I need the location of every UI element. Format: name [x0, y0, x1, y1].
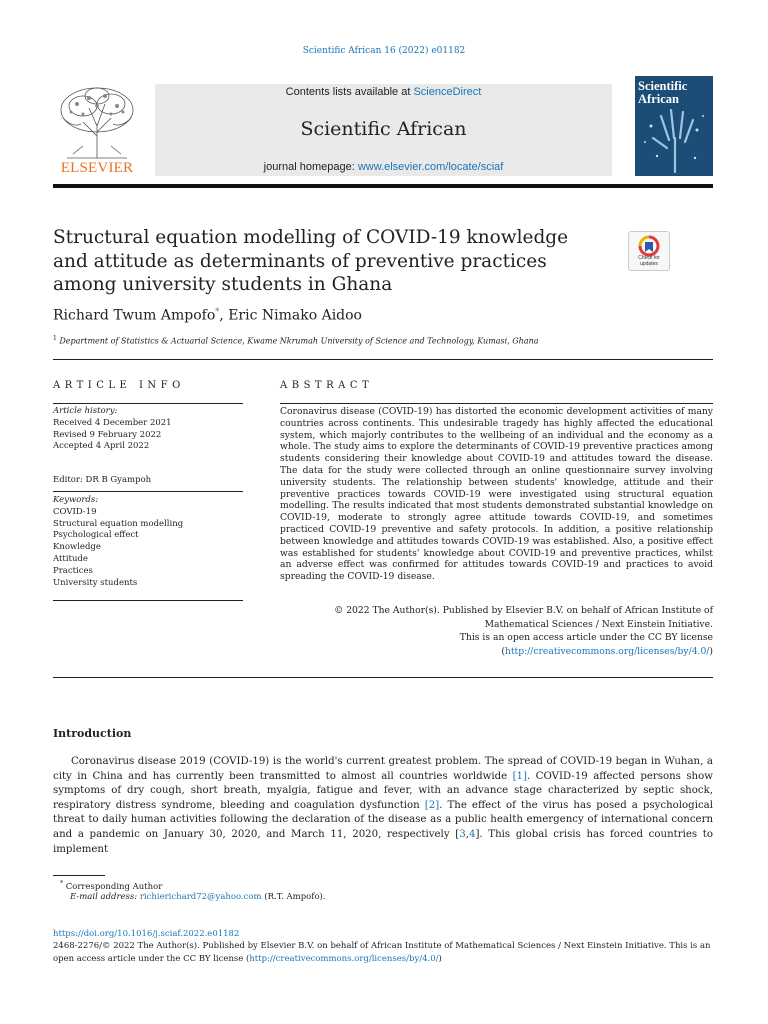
license-link[interactable]: http://creativecommons.org/licenses/by/4.0/: [504, 645, 710, 657]
contents-line: [155, 86, 612, 98]
paragraph-text: ,: [465, 828, 469, 840]
check-label-line1: Check for: [638, 255, 660, 261]
article-title: Structural equation modelling of COVID-19 knowledge and attitude as determinants of preventive practices among university students in Ghana: [53, 227, 569, 295]
bottom-license-link[interactable]: http://creativecommons.org/licenses/by/4.0/: [249, 953, 439, 964]
check-label-line2: updates: [640, 260, 658, 267]
citation-link[interactable]: 3: [459, 828, 466, 840]
author-separator: ,: [219, 307, 229, 324]
paragraph-text: ]. This global crisis has forced countries to implement: [53, 828, 713, 855]
affiliation-text: Department of Statistics & Actuarial Science, Kwame Nkrumah University of Science and Technology, Kumasi, Ghana: [59, 336, 539, 346]
license-paren: (: [501, 645, 505, 657]
keyword-item: Psychological effect: [53, 530, 139, 541]
abstract-heading: ABSTRACT: [280, 380, 374, 391]
author-list: [53, 307, 362, 324]
history-item: Received 4 December 2021: [53, 417, 172, 428]
introduction-heading: Introduction: [53, 727, 132, 740]
footnote-mark: *: [60, 880, 63, 887]
history-label: Article history:: [53, 406, 118, 416]
article-info-heading: ARTICLE INFO: [53, 380, 185, 391]
divider: [53, 600, 243, 601]
article-history: [53, 406, 243, 453]
abstract-copyright: [280, 604, 713, 658]
keyword-item: Attitude: [53, 553, 88, 564]
header-divider: [53, 184, 713, 188]
check-for-updates-button[interactable]: [628, 231, 670, 271]
sciencedirect-link[interactable]: ScienceDirect: [413, 86, 482, 98]
email-label: E-mail address:: [70, 892, 138, 902]
license-line: [280, 645, 713, 659]
bottom-license: [53, 940, 713, 965]
paragraph-text: . COVID-19 affected persons show symptoms of dry cough, short breath, myalgia, fatigue and fever, with an advance stage characterized by septic shock, respiratory distress syndrome, bleeding and coagulation dysfunction: [53, 770, 713, 811]
introduction-paragraph: [53, 755, 713, 857]
license-paren: ): [438, 953, 442, 964]
author-affiliation: [53, 335, 539, 346]
author-name[interactable]: Richard Twum Ampofo: [53, 307, 216, 324]
keyword-item: Structural equation modelling: [53, 518, 184, 529]
contents-prefix: Contents lists available at: [285, 86, 411, 98]
history-item: Accepted 4 April 2022: [53, 441, 150, 452]
corresponding-author-footnote: [60, 880, 162, 892]
footnote-divider: [53, 875, 105, 876]
divider: [53, 677, 713, 678]
history-item: Revised 9 February 2022: [53, 429, 162, 440]
license-paren: ): [709, 645, 713, 657]
paragraph-text: . The effect of the virus has posed a psychological threat to daily human activities following the declaration of the disease as a public health emergency of international concern and a pandemic on January 30, 2020, and March 11, 2020, respectively [: [53, 799, 713, 840]
license-text: 2468-2276/© 2022 The Author(s). Published by Elsevier B.V. on behalf of African Institute of Mathematical Sciences / Next Einstein Initiative. This is an open access article under the CC BY license (: [53, 941, 711, 964]
editor-line: Editor: DR B Gyampoh: [53, 475, 152, 485]
homepage-prefix: journal homepage:: [263, 161, 355, 173]
author-name[interactable]: Eric Nimako Aidoo: [228, 307, 362, 324]
email-footnote: [70, 892, 326, 902]
doi-link[interactable]: https://doi.org/10.1016/j.sciaf.2022.e01182: [53, 929, 240, 939]
affiliation-mark: 1: [53, 335, 57, 342]
citation-link[interactable]: [1]: [512, 770, 527, 782]
copyright-line: This is an open access article under the CC BY license: [459, 632, 713, 643]
citation-link[interactable]: 4: [468, 828, 476, 840]
keyword-item: Practices: [53, 565, 93, 576]
journal-name: Scientific African: [300, 118, 467, 140]
keywords-list: [53, 495, 243, 589]
divider: [53, 491, 243, 492]
corresponding-author-mark[interactable]: *: [215, 307, 220, 316]
check-for-updates-label: [629, 256, 669, 267]
keyword-item: University students: [53, 577, 138, 588]
journal-homepage-link[interactable]: www.elsevier.com/locate/sciaf: [357, 161, 504, 173]
citation-link[interactable]: [2]: [424, 799, 440, 811]
divider: [280, 403, 713, 404]
email-link[interactable]: richierichard72@yahoo.com: [139, 892, 262, 902]
divider: [53, 403, 243, 404]
paragraph-text: Coronavirus disease 2019 (COVID-19) is the world's current greatest problem. The spread of COVID-19 began in Wuhan, a city in China and has currently been transmitted to almost all countries worldwide: [53, 756, 713, 782]
cover-title-line1: Scientific: [638, 79, 688, 93]
email-suffix: (R.T. Ampofo).: [261, 892, 326, 902]
copyright-line: © 2022 The Author(s). Published by Elsevier B.V. on behalf of African Institute of: [334, 605, 713, 616]
journal-reference[interactable]: Scientific African 16 (2022) e01182: [302, 46, 466, 56]
keyword-item: COVID-19: [53, 506, 97, 517]
footnote-text: Corresponding Author: [65, 881, 163, 892]
journal-cover-image: [635, 76, 713, 176]
keywords-label: Keywords:: [53, 495, 99, 505]
elsevier-wordmark: ELSEVIER: [60, 160, 134, 176]
homepage-line: [155, 161, 612, 173]
abstract-text: Coronavirus disease (COVID-19) has distorted the economic development activities of many countries across continents. This undesirable tragedy has highly affected the educational system, which majorly contributes to the wellbeing of an individual and the economy as a whole. The study aims to explore the determinants of COVID-19 preventive practices among students considering their knowledge about COVID-19 and attitudes toward the disease. The data for the study were collected through an online questionnaire survey involving university students. The relationship between students' knowledge, attitude and their preventive practices towards COVID-19 were investigated using structural equation modelling. The results indicated that most students demonstrated substantial knowledge on COVID-19, moderate to strongly agree attitude towards COVID-19, and sometimes practiced COVID-19 preventive and safety protocols. In addition, a positive relationship between knowledge and attitudes towards COVID-19 was established. Also, a positive effect was established for students' knowledge about COVID-19 and preventive practices, whilst an adverse effect was confirmed for attitudes towards COVID-19 and practices to avoid spreading the COVID-19 disease.: [280, 406, 713, 583]
copyright-line: Mathematical Sciences / Next Einstein Initiative.: [484, 618, 713, 630]
cover-title-line2: African: [638, 92, 679, 106]
keyword-item: Knowledge: [53, 542, 101, 553]
divider: [53, 359, 713, 360]
